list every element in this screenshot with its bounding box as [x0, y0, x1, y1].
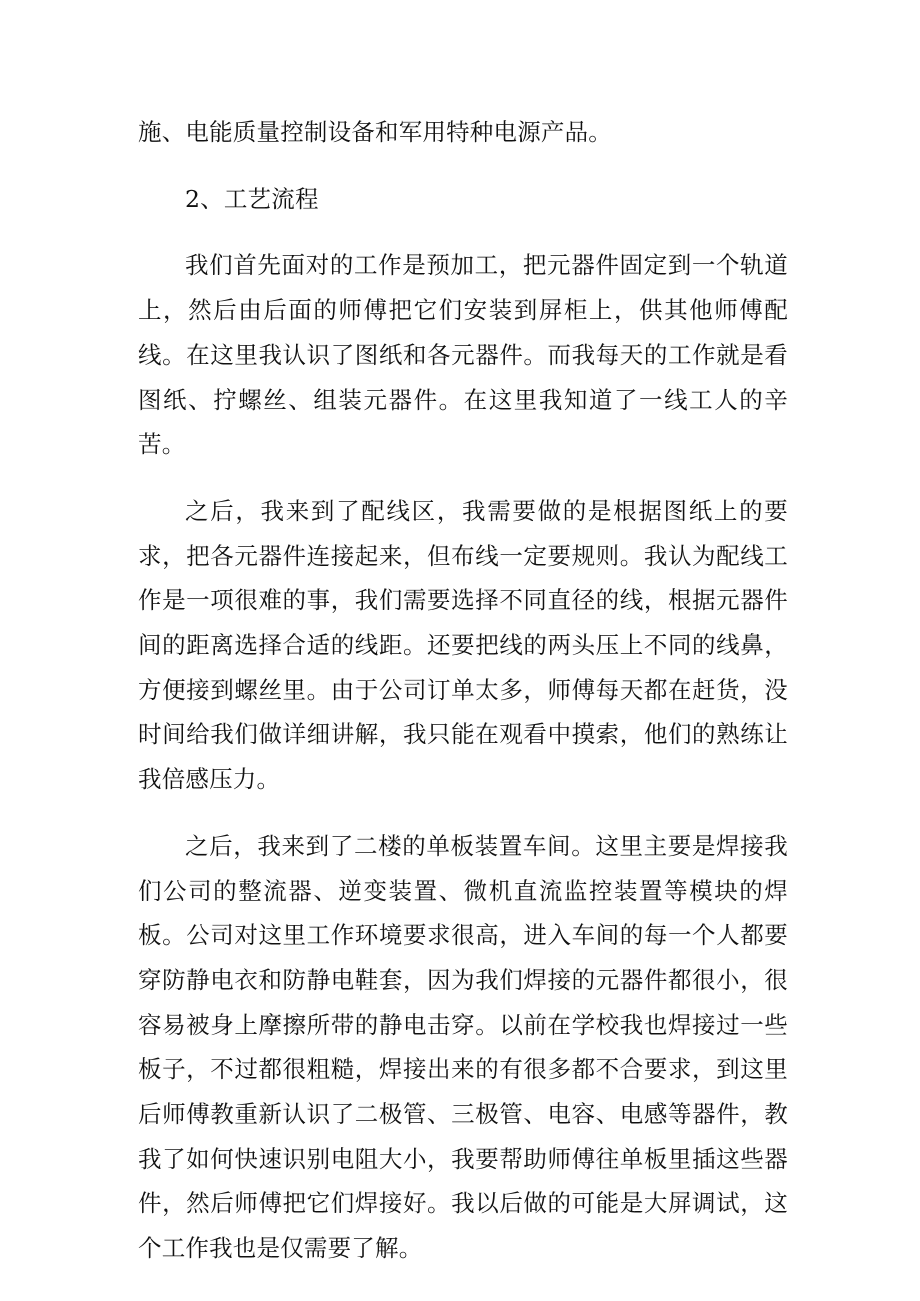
- document-body: [138, 110, 788, 1271]
- paragraph-continuation: 施、电能质量控制设备和军用特种电源产品。: [138, 118, 612, 146]
- paragraph-preprocessing: 我们首先面对的工作是预加工，把元器件固定到一个轨道上，然后由后面的师傅把它们安装到屏柜上，供其他师傅配线。在这里我认识了图纸和各元器件。而我每天的工作就是看图纸、拧螺丝、组装元器件。在这里我知道了一线工人的辛苦。: [138, 251, 788, 459]
- paragraph-board-assembly: 之后，我来到了二楼的单板装置车间。这里主要是焊接我们公司的整流器、逆变装置、微机直流监控装置等模块的焊板。公司对这里工作环境要求很高，进入车间的每一个人都要穿防静电衣和防静电鞋套，因为我们焊接的元器件都很小，很容易被身上摩擦所带的静电击穿。以前在学校我也焊接过一些板子，不过都很粗糙，焊接出来的有很多都不合要求，到这里后师傅教重新认识了二极管、三极管、电容、电感等器件，教我了如何快速识别电阻大小，我要帮助师傅往单板里插这些器件，然后师傅把它们焊接好。我以后做的可能是大屏调试，这个工作我也是仅需要了解。: [138, 831, 788, 1263]
- section-heading: 2、工艺流程: [185, 184, 319, 213]
- paragraph-wiring: 之后，我来到了配线区，我需要做的是根据图纸上的要求，把各元器件连接起来，但布线一定要规则。我认为配线工作是一项很难的事，我们需要选择不同直径的线，根据元器件间的距离选择合适的线距。还要把线的两头压上不同的线鼻，方便接到螺丝里。由于公司订单太多，师傅每天都在赶货，没时间给我们做详细讲解，我只能在观看中摸索，他们的熟练让我倍感压力。: [138, 496, 788, 794]
